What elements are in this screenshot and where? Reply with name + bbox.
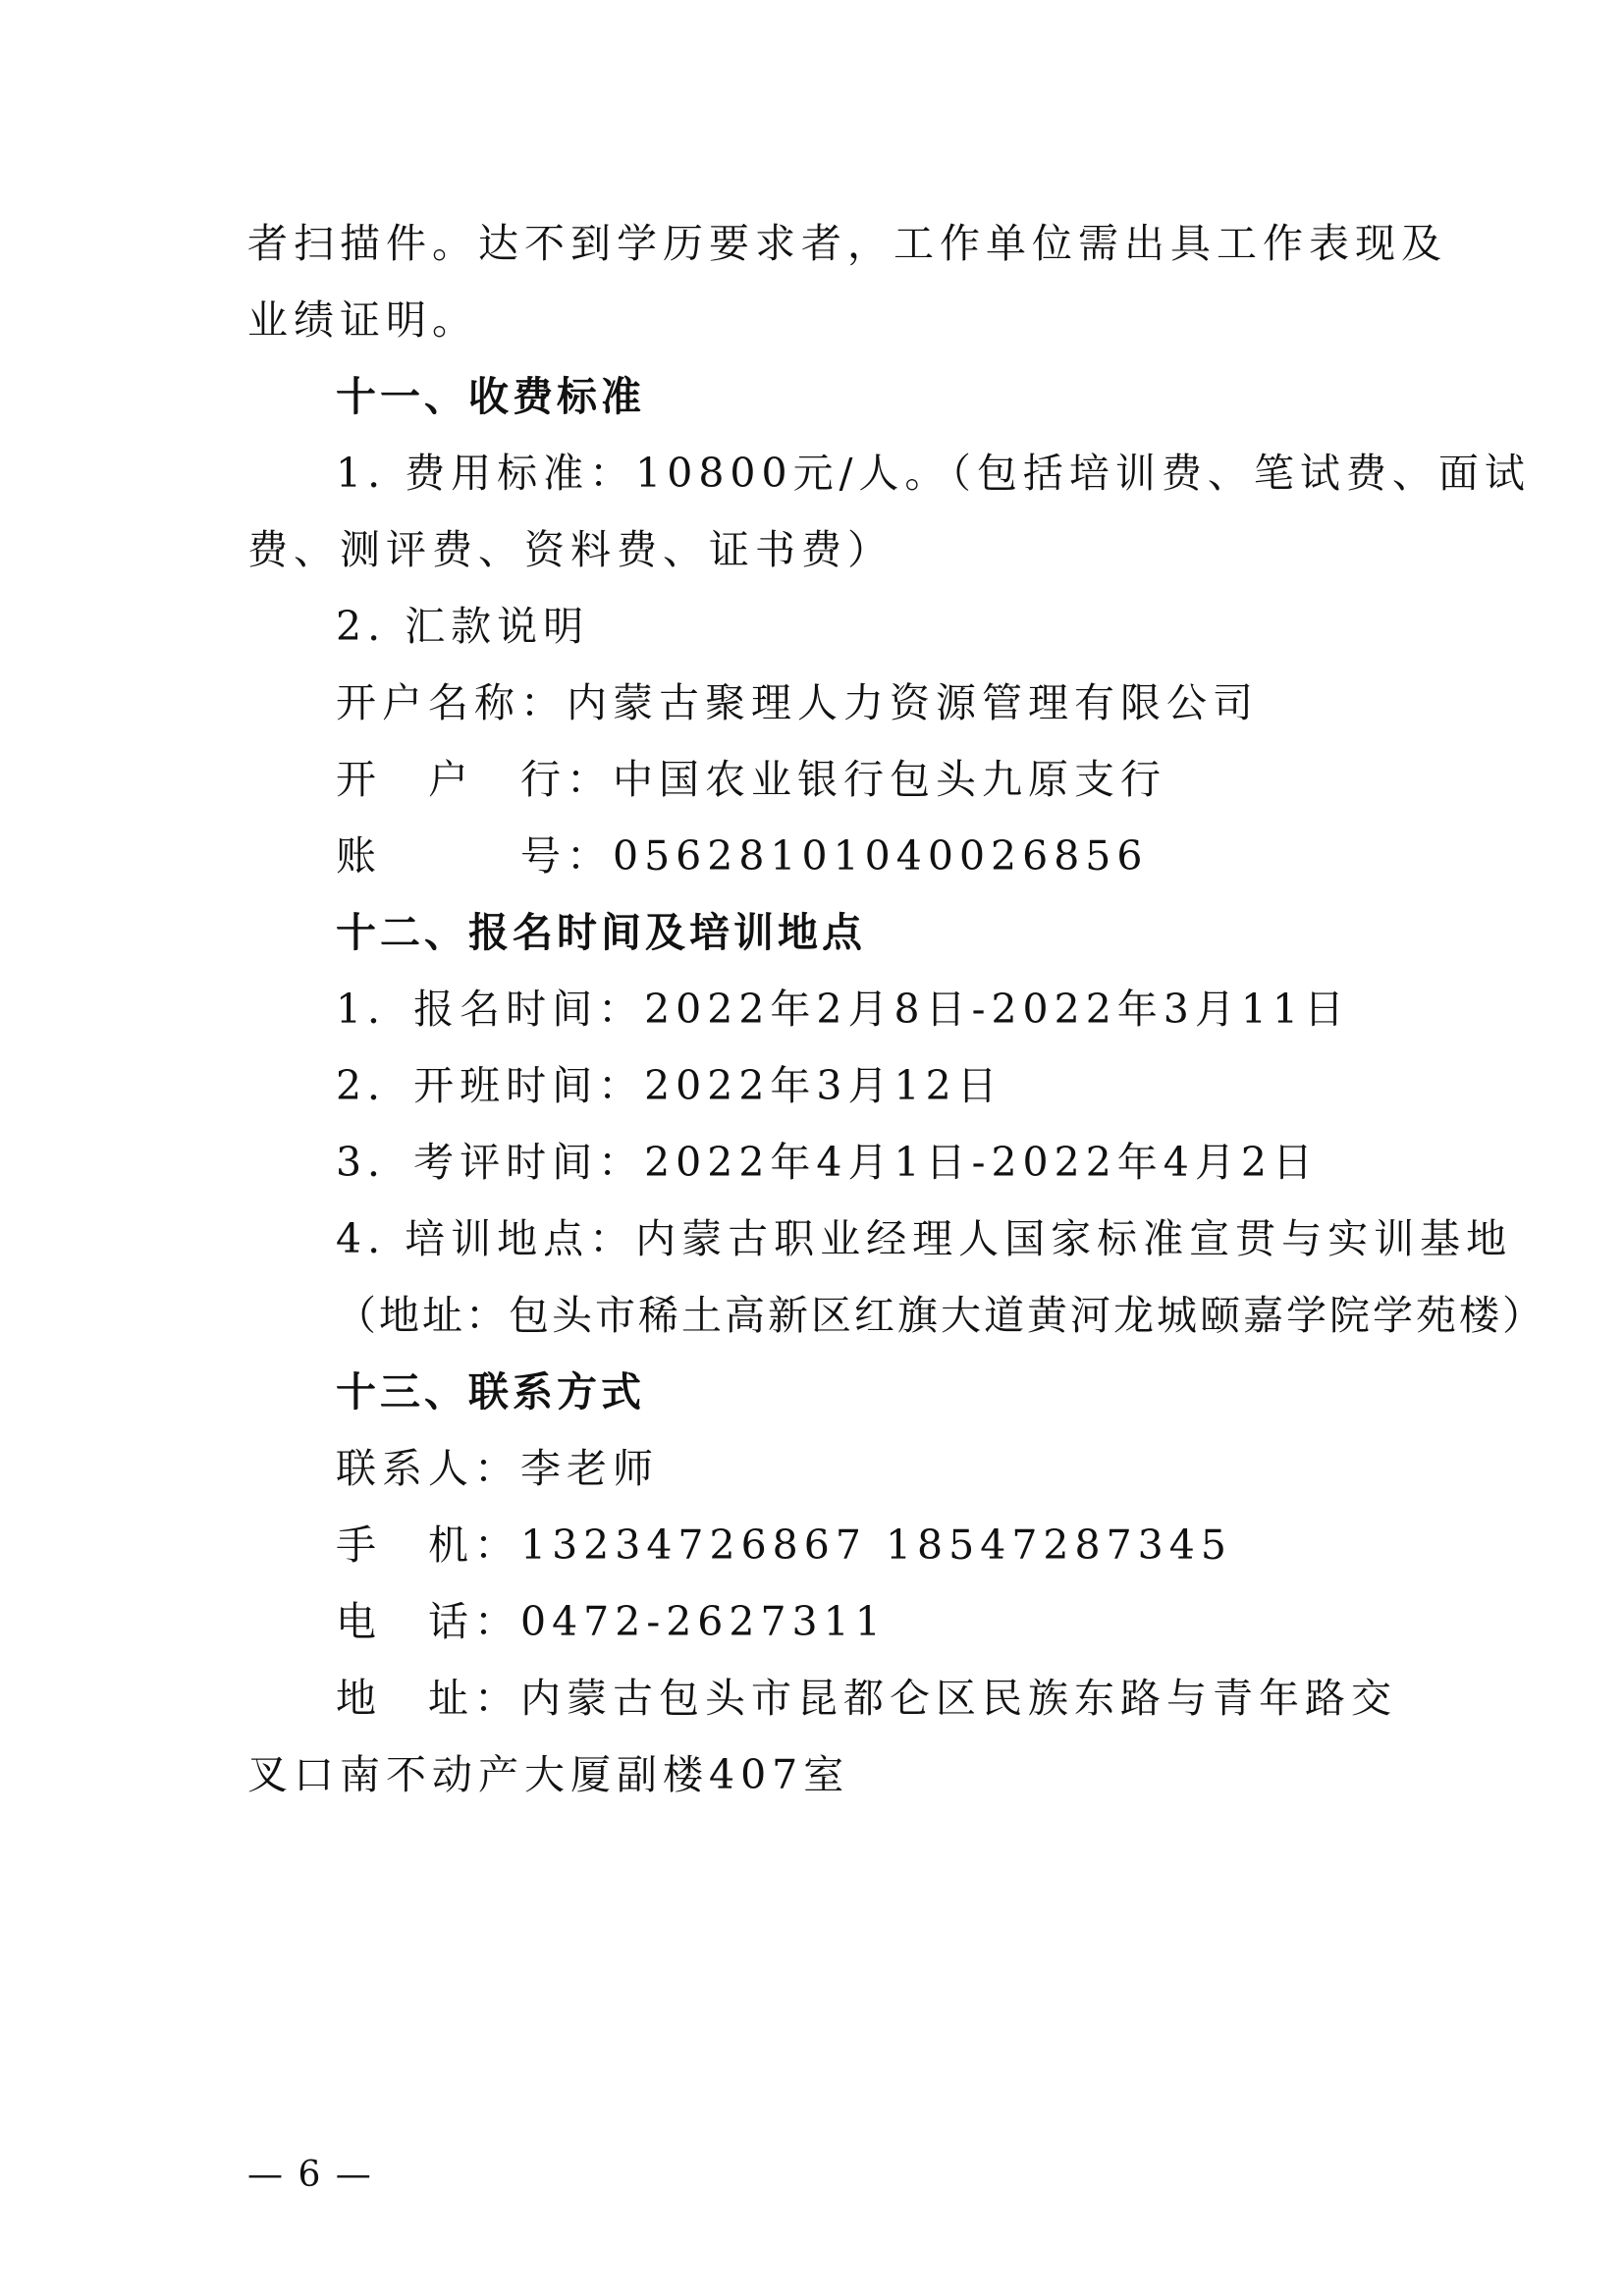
page-number: — 6 —: [247, 2155, 373, 2195]
registration-time: 1．报名时间：2022年2月8日-2022年3月11日: [336, 986, 1351, 1033]
remittance-title: 2. 汇款说明: [336, 603, 590, 650]
training-address: （地址：包头市稀土高新区红旗大道黄河龙城颐嘉学院学苑楼）: [336, 1292, 1545, 1339]
contact-phone: 电 话：0472-2627311: [336, 1598, 887, 1645]
contact-address-line-2: 叉口南不动产大厦副楼407室: [247, 1751, 850, 1798]
evaluation-time: 3．考评时间：2022年4月1日-2022年4月2日: [336, 1139, 1319, 1186]
section-heading-registration: 十二、报名时间及培训地点: [336, 909, 866, 956]
account-bank: 开 户 行：中国农业银行包头九原支行: [336, 756, 1166, 803]
contact-address-line-1: 地 址：内蒙古包头市昆都仑区民族东路与青年路交: [336, 1675, 1397, 1722]
account-name: 开户名称：内蒙古聚理人力资源管理有限公司: [336, 679, 1259, 726]
training-location: 4. 培训地点：内蒙古职业经理人国家标准宣贯与实训基地: [336, 1215, 1513, 1262]
fee-standard-line-2: 费、测评费、资料费、证书费）: [247, 526, 893, 573]
section-heading-fee: 十一、收费标准: [336, 373, 645, 420]
account-number: 账 号：05628101040026856: [336, 832, 1149, 880]
fee-standard-line-1: 1. 费用标准：10800元/人。（包括培训费、笔试费、面试: [336, 450, 1531, 497]
paragraph-line-2: 业绩证明。: [247, 296, 478, 344]
class-start-time: 2．开班时间：2022年3月12日: [336, 1062, 1003, 1109]
contact-mobile: 手 机：13234726867 18547287345: [336, 1522, 1232, 1569]
section-heading-contact: 十三、联系方式: [336, 1368, 645, 1415]
contact-person: 联系人：李老师: [336, 1445, 659, 1492]
paragraph-line-1: 者扫描件。达不到学历要求者，工作单位需出具工作表现及: [247, 220, 1447, 267]
